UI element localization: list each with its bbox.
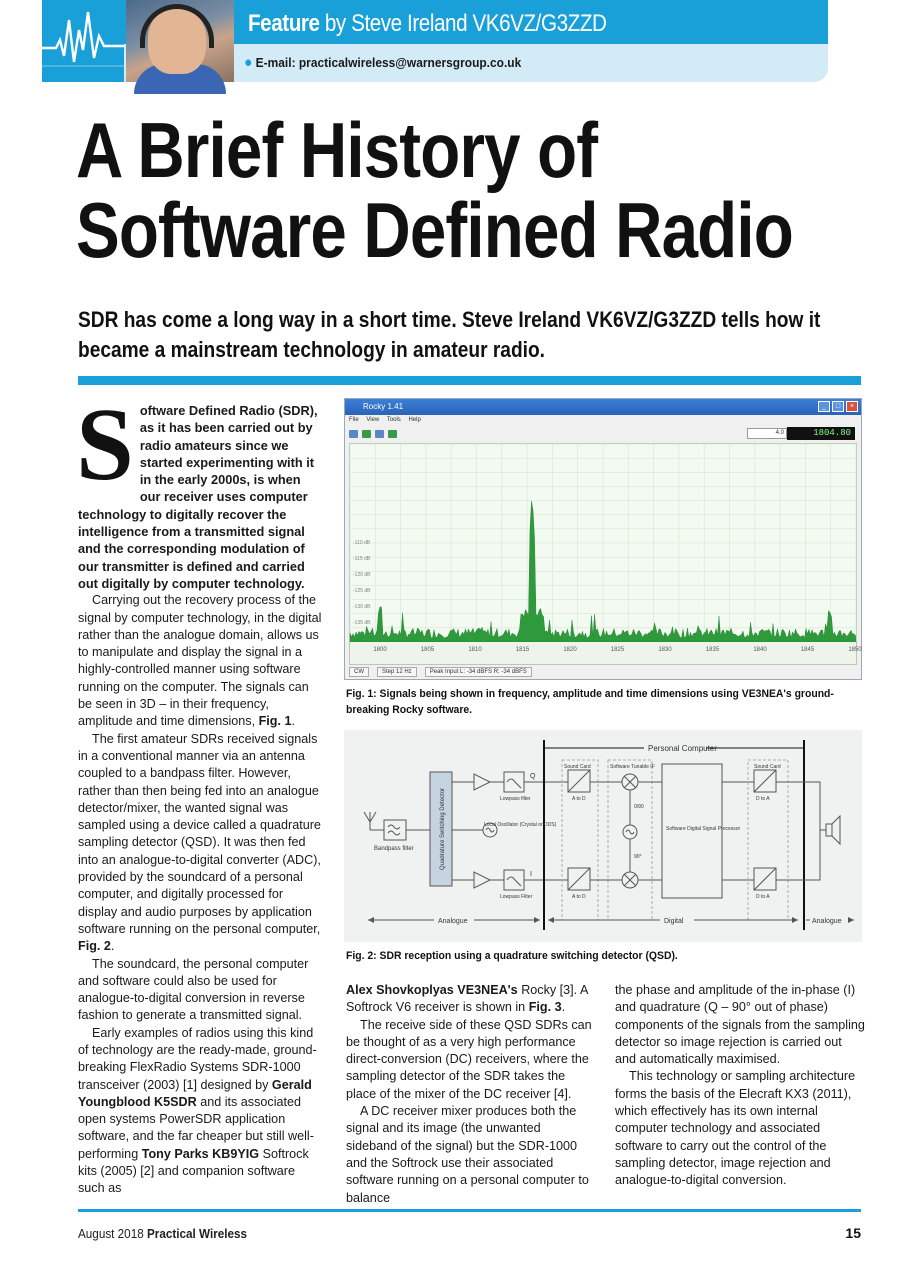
toolbar-settings-icon bbox=[375, 430, 384, 438]
pc-label: Personal Computer bbox=[648, 744, 717, 753]
drop-cap: S bbox=[76, 387, 134, 502]
waveform-logo bbox=[42, 0, 124, 82]
qsd-diagram-svg bbox=[344, 730, 862, 942]
byline-text: by Steve Ireland VK6VZ/G3ZZD bbox=[319, 10, 607, 37]
feature-label: Feature bbox=[248, 10, 320, 37]
spectrum-plot bbox=[349, 443, 862, 665]
lowpass-i-label: Lowpass Filter bbox=[500, 894, 533, 900]
body-paragraph: The soundcard, the personal computer and software could also be used for analogue-to-digital conversion in reverse fashion to generate a transmitted signal. bbox=[78, 956, 309, 1023]
qsd-label: Quadrature Switching Detector bbox=[440, 787, 446, 870]
feature-byline bbox=[248, 10, 606, 38]
feature-banner bbox=[42, 0, 828, 82]
close-icon: × bbox=[846, 401, 858, 412]
status-mode: CW bbox=[349, 667, 369, 677]
deg90-label: 90° bbox=[634, 854, 642, 860]
status-bar bbox=[349, 667, 857, 678]
bullet-icon: ● bbox=[244, 54, 253, 71]
status-step: Step 12 Hz bbox=[377, 667, 417, 677]
x-tick-label: 1810 bbox=[468, 647, 482, 653]
bandpass-block bbox=[384, 820, 406, 840]
analogue-left-label: Analogue bbox=[438, 918, 468, 925]
y-tick-label: -125 dB bbox=[353, 588, 371, 594]
analogue-right-label: Analogue bbox=[812, 918, 842, 925]
body-paragraph: Early examples of radios using this kind of technology are the ready-made, ground-breaking FlexRadio Systems SDR-1000 transceiver (2003) [1] designed by Gerald Youngblood K5SDR and its associated open systems PowerSDR application software, and the far cheaper but still well-performing Tony Parks KB9YIG Softrock kits (2005) [2] and companion software such as bbox=[78, 1025, 317, 1196]
page-number: 15 bbox=[845, 1225, 861, 1241]
footer-divider bbox=[78, 1209, 861, 1212]
lowpass-q-label: Lowpass filter bbox=[500, 796, 531, 802]
body-paragraph: the phase and amplitude of the in-phase (I) and quadrature (Q – 90° out of phase) components of the signals from the sampling detector so image rejection is carried out and automatically maximised. bbox=[615, 983, 865, 1067]
standfirst: SDR has come a long way in a short time. Steve Ireland VK6VZ/G3ZZD tells how it became a mainstream technology in amateur radio. bbox=[78, 307, 821, 362]
article-title bbox=[76, 106, 793, 274]
maximize-icon: □ bbox=[832, 401, 844, 412]
sound-card-in-label: Sound Card bbox=[564, 764, 591, 770]
sw-tunable-label: Software Tunable IF bbox=[610, 764, 655, 770]
x-axis-band bbox=[350, 642, 856, 664]
q-label: Q bbox=[530, 773, 536, 780]
local-osc-label: Local Oscillator (Crystal or DDS) bbox=[484, 822, 557, 828]
speaker-icon bbox=[826, 824, 832, 836]
x-tick-label: 1830 bbox=[658, 647, 672, 653]
da-top-label: D to A bbox=[756, 796, 770, 802]
fig-ref: Fig. 2 bbox=[78, 939, 111, 954]
window-menu: File View Tools Help bbox=[349, 417, 421, 423]
toolbar-audio-icon bbox=[388, 430, 397, 438]
figure-1-caption: Fig. 1: Signals being shown in frequency, amplitude and time dimensions using VE3NEA's ground-breaking Rocky software. bbox=[346, 688, 834, 716]
x-tick-label: 1815 bbox=[515, 647, 530, 653]
footer-issue bbox=[78, 1226, 247, 1241]
y-tick-label: -135 dB bbox=[353, 620, 371, 626]
y-tick-label: -120 dB bbox=[353, 572, 371, 578]
y-tick-label: -130 dB bbox=[353, 604, 371, 610]
author-email[interactable] bbox=[244, 54, 521, 71]
email-text[interactable]: E-mail: practicalwireless@warnersgroup.co.uk bbox=[255, 55, 522, 70]
step-value: 4.0 bbox=[747, 428, 787, 439]
title-line-1: A Brief History of bbox=[76, 106, 598, 194]
title-divider bbox=[78, 376, 861, 385]
x-tick-label: 1835 bbox=[705, 647, 720, 653]
magazine-name: Practical Wireless bbox=[146, 1226, 248, 1241]
x-tick-label: 1850 bbox=[848, 647, 862, 653]
i-amp bbox=[474, 872, 490, 888]
toolbar-play-icon bbox=[362, 430, 371, 438]
ad-q-label: A to D bbox=[572, 796, 586, 802]
deg0-label: 0/90 bbox=[634, 804, 644, 810]
body-column-3 bbox=[615, 982, 865, 1190]
issue-date: August 2018 bbox=[78, 1226, 144, 1241]
sound-card-out-label: Sound Card bbox=[754, 764, 781, 770]
window-toolbar bbox=[345, 426, 861, 442]
body-paragraph: This technology or sampling architecture forms the basis of the Elecraft KX3 (2011), which effectively has its own internal computer technology and associated software to carry out the control of the sampling detector, image rejection and analogue-to-digital conversion. bbox=[615, 1069, 856, 1188]
figure-2-qsd-diagram bbox=[344, 730, 862, 942]
title-line-2: Software Defined Radio bbox=[76, 186, 793, 274]
ad-i-label: A to D bbox=[572, 894, 586, 900]
x-tick-label: 1845 bbox=[800, 647, 815, 653]
body-paragraph: The first amateur SDRs received signals in a conventional manner via an antenna coupled to a bandpass filter. However, rather than then being fed into an analogue detector/mixer, the wanted signal was sampled using a device called a quadrature sampling detector (QSD). It was then fed into an analogue-to-digital converter (ADC), provided by the soundcard of a personal computer, and digitally processed for display and audio purposes by application software running on the personal computer, Fig. 2. bbox=[78, 731, 321, 954]
body-column-1 bbox=[76, 387, 324, 1198]
intro-paragraph: Software Defined Radio (SDR), as it has been carried out by radio amateurs since we started experimenting with it in the early 2000s, is when our receiver uses computer technology to digitally recover the intelligence from a transmitted signal and the corresponding modulation of our transmitter is defined and carried out digitally by computer technology. bbox=[76, 387, 318, 591]
window-titlebar bbox=[345, 399, 861, 415]
y-tick-label: -110 dB bbox=[353, 540, 371, 546]
x-tick-label: 1800 bbox=[373, 647, 387, 653]
i-label: I bbox=[530, 871, 532, 878]
frequency-display: 1804.80 bbox=[787, 427, 855, 440]
spectrum-svg bbox=[350, 444, 862, 664]
author-photo bbox=[126, 0, 234, 82]
figure-1-rocky-screenshot bbox=[344, 398, 862, 680]
bandpass-label: Bandpass filter bbox=[374, 846, 414, 852]
figure-2-caption: Fig. 2: SDR reception using a quadrature switching detector (QSD). bbox=[346, 950, 678, 962]
minimize-icon: _ bbox=[818, 401, 830, 412]
window-title: Rocky 1.41 bbox=[363, 402, 404, 411]
dsp-label: Software Digital Signal Processor bbox=[666, 826, 741, 832]
toolbar-open-icon bbox=[349, 430, 358, 438]
x-tick-label: 1840 bbox=[753, 647, 767, 653]
body-paragraph: Alex Shovkoplyas VE3NEA's Rocky [3]. A Softrock V6 receiver is shown in Fig. 3. bbox=[346, 983, 588, 1015]
body-paragraph: Carrying out the recovery process of the signal by computer technology, in the digital rather than the analogue domain, allows us to manipulate and display the signal in a highly-controlled manner using software running on the computer. The signals can be seen in 3D – in their frequency, amplitude and time dimensions, Fig. 1. bbox=[78, 593, 322, 729]
fig-ref: Fig. 1 bbox=[258, 714, 292, 729]
status-peak: Peak Input L: -34 dBFS R: -34 dBFS bbox=[425, 667, 532, 677]
waveform-icon bbox=[42, 0, 124, 82]
y-tick-label: -115 dB bbox=[353, 556, 371, 562]
digital-label: Digital bbox=[664, 918, 684, 925]
q-amp bbox=[474, 774, 490, 790]
body-column-2 bbox=[346, 982, 594, 1207]
x-tick-label: 1820 bbox=[563, 647, 577, 653]
da-bot-label: D to A bbox=[756, 894, 770, 900]
body-paragraph: A DC receiver mixer produces both the signal and its image (the unwanted sideband of the signal) but the SDR-1000 and the Softrock use their associated software running on a personal computer to balance bbox=[346, 1104, 589, 1205]
body-paragraph: The receive side of these QSD SDRs can be thought of as a very high performance direct-conversion (DC) receivers, where the sampling detector of the SDR takes the place of the mixer of the DC receiver [4]. bbox=[346, 1017, 592, 1101]
fig-ref: Fig. 3 bbox=[528, 1000, 562, 1015]
x-tick-label: 1805 bbox=[420, 647, 435, 653]
x-tick-label: 1825 bbox=[610, 647, 625, 653]
